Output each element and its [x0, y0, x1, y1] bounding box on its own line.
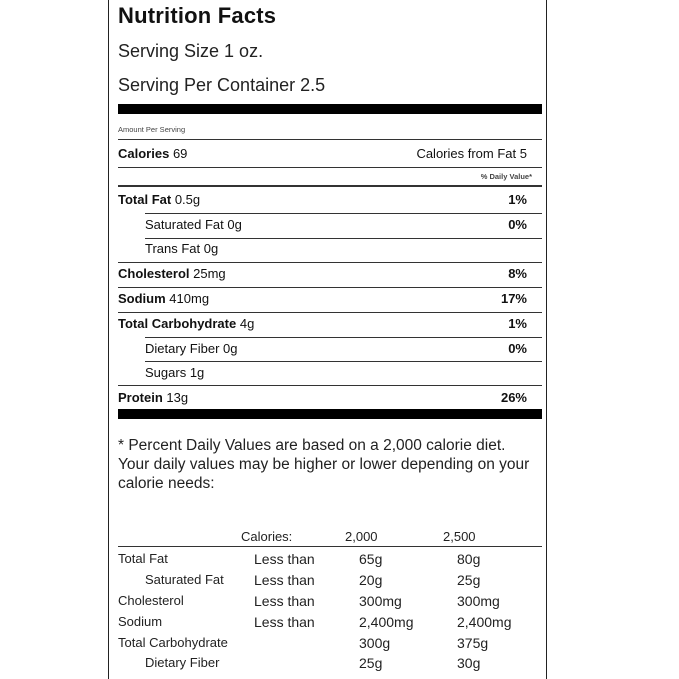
amount-per-serving: Amount Per Serving: [118, 125, 186, 134]
ref-row-name: Saturated Fat: [145, 572, 224, 587]
nutrition-label: [108, 0, 547, 679]
ref-row-value-2500: 375g: [457, 635, 489, 651]
ref-row-name: Cholesterol: [118, 593, 184, 608]
divider: [118, 287, 542, 288]
divider: [118, 139, 542, 140]
divider: [118, 312, 542, 313]
nutrient-name: Dietary Fiber 0g: [145, 341, 238, 356]
calories-text: Calories 69: [118, 146, 188, 161]
nutrient-daily-percent: 0%: [508, 341, 527, 356]
calories-from-fat: Calories from Fat 5: [416, 146, 527, 161]
divider: [145, 337, 542, 338]
ref-row-value-2500: 2,400mg: [457, 614, 512, 630]
nutrient-name: Cholesterol 25mg: [118, 266, 226, 281]
ref-row-qualifier: Less than: [254, 572, 315, 588]
nutrient-name: Trans Fat 0g: [145, 241, 219, 256]
divider: [145, 213, 542, 214]
nutrient-daily-percent: 0%: [508, 217, 527, 232]
ref-row-name: Total Fat: [118, 551, 168, 566]
ref-row-value-2000: 300mg: [359, 593, 402, 609]
ref-row-qualifier: Less than: [254, 551, 315, 567]
divider: [118, 185, 542, 187]
ref-row-name: Dietary Fiber: [145, 655, 220, 670]
nutrient-daily-percent: 8%: [508, 266, 527, 281]
ref-header-2000: 2,000: [345, 529, 378, 544]
nutrient-name: Total Carbohydrate 4g: [118, 316, 255, 331]
ref-row-value-2000: 20g: [359, 572, 383, 588]
nutrient-name: Saturated Fat 0g: [145, 217, 242, 232]
serving-size: Serving Size 1 oz.: [118, 41, 264, 61]
ref-row-value-2000: 2,400mg: [359, 614, 414, 630]
divider: [118, 167, 542, 168]
nutrient-daily-percent: 17%: [500, 291, 527, 306]
nutrient-name: Sodium 410mg: [118, 291, 210, 306]
ref-header-2500: 2,500: [443, 529, 476, 544]
ref-row-qualifier: Less than: [254, 614, 315, 630]
nutrient-daily-percent: 1%: [508, 316, 527, 331]
thick-divider: [118, 104, 542, 114]
label-title: Nutrition Facts: [118, 3, 277, 28]
nutrient-daily-percent: 1%: [508, 192, 527, 207]
servings-per-container: Serving Per Container 2.5: [118, 75, 326, 95]
ref-row-value-2500: 30g: [457, 655, 481, 671]
nutrient-name: Sugars 1g: [145, 365, 205, 380]
ref-row-value-2000: 25g: [359, 655, 383, 671]
nutrient-name: Protein 13g: [118, 390, 189, 405]
footnote: * Percent Daily Values are based on a 2,000 calorie diet. Your daily values may be higher or lower depending on your calorie needs:: [118, 437, 530, 492]
divider: [145, 238, 542, 239]
ref-row-value-2500: 80g: [457, 551, 481, 567]
ref-row-name: Total Carbohydrate: [118, 635, 228, 650]
divider: [118, 385, 542, 386]
divider: [145, 361, 542, 362]
divider: [118, 546, 542, 547]
thick-divider: [118, 409, 542, 419]
ref-row-value-2000: 300g: [359, 635, 391, 651]
ref-header-label: Calories:: [241, 529, 293, 544]
ref-row-qualifier: Less than: [254, 593, 315, 609]
nutrient-name: Total Fat 0.5g: [118, 192, 201, 207]
ref-row-name: Sodium: [118, 614, 163, 629]
daily-value-header: % Daily Value*: [480, 172, 532, 181]
divider: [118, 262, 542, 263]
ref-row-value-2500: 25g: [457, 572, 481, 588]
nutrient-daily-percent: 26%: [500, 390, 527, 405]
ref-row-value-2500: 300mg: [457, 593, 500, 609]
ref-row-value-2000: 65g: [359, 551, 383, 567]
